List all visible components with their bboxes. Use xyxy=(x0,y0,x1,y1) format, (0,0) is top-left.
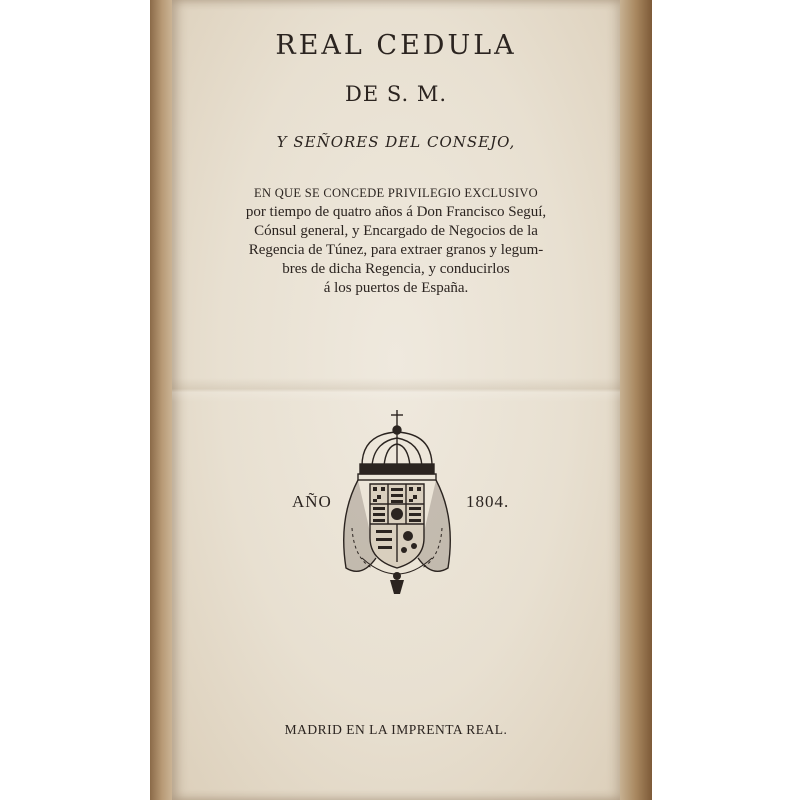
imprint-line: MADRID EN LA IMPRENTA REAL. xyxy=(284,722,508,737)
year-label: AÑO xyxy=(292,492,332,511)
body-line: bres de dicha Regencia, y conducirlos xyxy=(282,261,510,277)
body-line: EN QUE SE CONCEDE PRIVILEGIO EXCLUSIVO xyxy=(254,186,538,200)
consejo-line: Y SEÑORES DEL CONSEJO, xyxy=(276,133,516,151)
body-line: Cónsul general, y Encargado de Negocios de la xyxy=(254,223,538,239)
body-line: Regencia de Túnez, para extraer granos y legum- xyxy=(248,242,544,258)
document-subtitle: DE S. M. xyxy=(344,82,447,106)
page-fold-crease xyxy=(172,378,620,402)
body-line: por tiempo de quatro años á Don Francisco Seguí, xyxy=(245,204,547,220)
year-value: 1804. xyxy=(466,492,510,511)
decree-description xyxy=(212,184,580,298)
royal-coat-of-arms-icon xyxy=(332,408,462,603)
document-title: REAL CEDULA xyxy=(275,30,517,61)
body-line: á los puertos de España. xyxy=(323,280,469,296)
